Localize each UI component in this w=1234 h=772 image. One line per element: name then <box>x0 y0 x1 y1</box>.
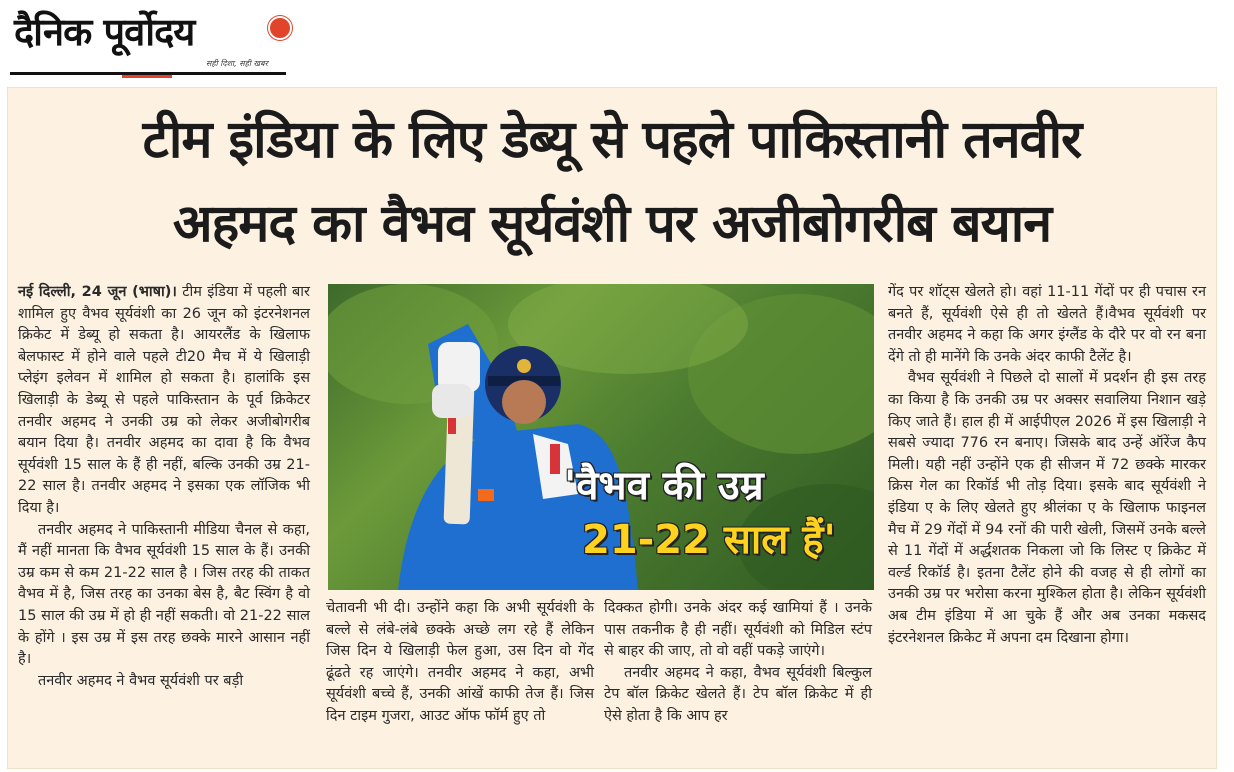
article-column-3 <box>604 598 872 728</box>
headline-line-2: अहमद का वैभव सूर्यवंशी पर अजीबोगरीब बयान <box>172 194 1052 254</box>
article-paragraph: तनवीर अहमद ने वैभव सूर्यवंशी पर बड़ी <box>38 672 244 689</box>
article-paragraph: चेतावनी भी दी। उन्होंने कहा कि अभी सूर्यवंशी के बल्ले से लंबे-लंबे छक्के अच्छे लग रहे हैं लेकिन जिस दिन ये खिलाड़ी फेल हुआ, उस दिन वो गेंद ढूंढते रह जाएंगे। तनवीर अहमद ने कहा, अभी सूर्यवंशी बच्चे हैं, उनकी आंखें काफी तेज हैं। जिस दिन टाइम गुजरा, आउट ऑफ फॉर्म हुए तो <box>326 600 594 724</box>
dateline: नई दिल्ली, 24 जून (भाषा)। <box>18 284 177 300</box>
news-clipping <box>8 88 1216 768</box>
pull-quote-line-1: 'वैभव की उम्र <box>564 463 764 509</box>
article-paragraph: वैभव सूर्यवंशी ने पिछले दो सालों में प्रदर्शन ही इस तरह का किया है कि उनकी उम्र पर अक्सर सवालिया निशान खड़े किए जाते हैं। हाल ही में आईपीएल 2026 में इस खिलाड़ी ने सबसे ज्यादा 776 रन बनाए। जिसके बाद उन्हें ऑरेंज कैप मिली। यही नहीं उन्होंने एक ही सीजन में 72 छक्के मारकर क्रिस गेल का रिकॉर्ड भी तोड़ दिया। इसके बाद सूर्यवंशी ने इंडिया ए के लिए खेलते हुए श्रीलंका ए के खिलाफ फाइनल मैच में 29 गेंदों में 94 रनों की पारी खेली, जिसमें उनके बल्ले से 11 गेंदों में अर्द्धशतक निकला जो कि लिस्ट ए क्रिकेट में वर्ल्ड रिकॉर्ड है। इतना टैलेंट होने की वजह से ही लोगों का उनकी उम्र पर भरोसा करना मुश्किल होता है। लेकिन सूर्यवंशी अब टीम इंडिया में आ चुके हैं और अब उनका मकसद इंटरनेशनल क्रिकेट में अपना दम दिखाना होगा। <box>888 370 1206 646</box>
masthead-tagline: सही दिशा, सही खबर <box>206 59 268 68</box>
article-paragraph: दिक्कत होगी। उनके अंदर कई खामियां हैं । उनके पास तकनीक है ही नहीं। सूर्यवंशी को मिडिल स्टंप से बाहर की जाए, तो वो वहीं पकड़े जाएंगे। <box>604 600 872 660</box>
masthead <box>10 6 290 76</box>
article-photo <box>328 284 874 590</box>
logo-dot-icon <box>268 16 292 40</box>
pull-quote-line-2: 21-22 साल हैं' <box>582 517 836 563</box>
article-column-2 <box>326 598 594 728</box>
paragraph-text: टीम इंडिया में पहली बार शामिल हुए वैभव सूर्यवंशी का 26 जून को इंटरनेशनल क्रिकेट में डेब्यू हो सकता है। आयरलैंड के खिलाफ बेलफास्ट में होने वाले पहले टी20 मैच में ये खिलाड़ी प्लेइंग इलेवन में शामिल हो सकता है। हालांकि इस खिलाड़ी के डेब्यू से पहले पाकिस्तान के पूर्व क्रिकेटर तनवीर अहमद ने उनकी उम्र को लेकर अजीबोगरीब बयान दिया है। तनवीर अहमद का दावा है कि वैभव सूर्यवंशी 15 साल के हैं ही नहीं, बल्कि उनकी उम्र 21-22 साल है। तनवीर अहमद ने इसका एक लॉजिक भी दिया है। <box>18 284 310 516</box>
article-column-1 <box>18 282 310 692</box>
article-headline <box>8 98 1216 266</box>
headline-line-1: टीम इंडिया के लिए डेब्यू से पहले पाकिस्तानी तनवीर <box>142 110 1082 170</box>
article-column-4 <box>888 282 1206 649</box>
newspaper-logo[interactable]: दैनिक पूर्वोदय <box>14 9 195 54</box>
article-paragraph <box>18 282 310 520</box>
masthead-rule-accent <box>122 75 172 78</box>
article-paragraph: तनवीर अहमद ने पाकिस्तानी मीडिया चैनल से कहा, मैं नहीं मानता कि वैभव सूर्यवंशी 15 साल के हैं। उनकी उम्र कम से कम 21-22 साल है । जिस तरह की ताकत वैभव में है, जिस तरह का उनका बेस है, बैट स्विंग है वो 15 साल की उम्र में हो ही नहीं सकती। वो 21-22 साल के होंगे । इस उम्र में इस तरह छक्के मारने आसान नहीं है। <box>18 521 310 668</box>
article-paragraph: तनवीर अहमद ने कहा, वैभव सूर्यवंशी बिल्कुल टेप बॉल क्रिकेट खेलते हैं। टेप बॉल क्रिकेट में ही ऐसे होता है कि आप हर <box>604 664 872 724</box>
article-paragraph: गेंद पर शॉट्स खेलते हो। वहां 11-11 गेंदों पर ही पचास रन बनते हैं, सूर्यवंशी ऐसे ही तो खेलते हैं।वैभव सूर्यवंशी पर तनवीर अहमद ने कहा कि अगर इंग्लैंड के दौरे पर वो रन बना देंगे तो ही मानेंगे कि उनके अंदर काफी टैलेंट है। <box>888 284 1206 365</box>
